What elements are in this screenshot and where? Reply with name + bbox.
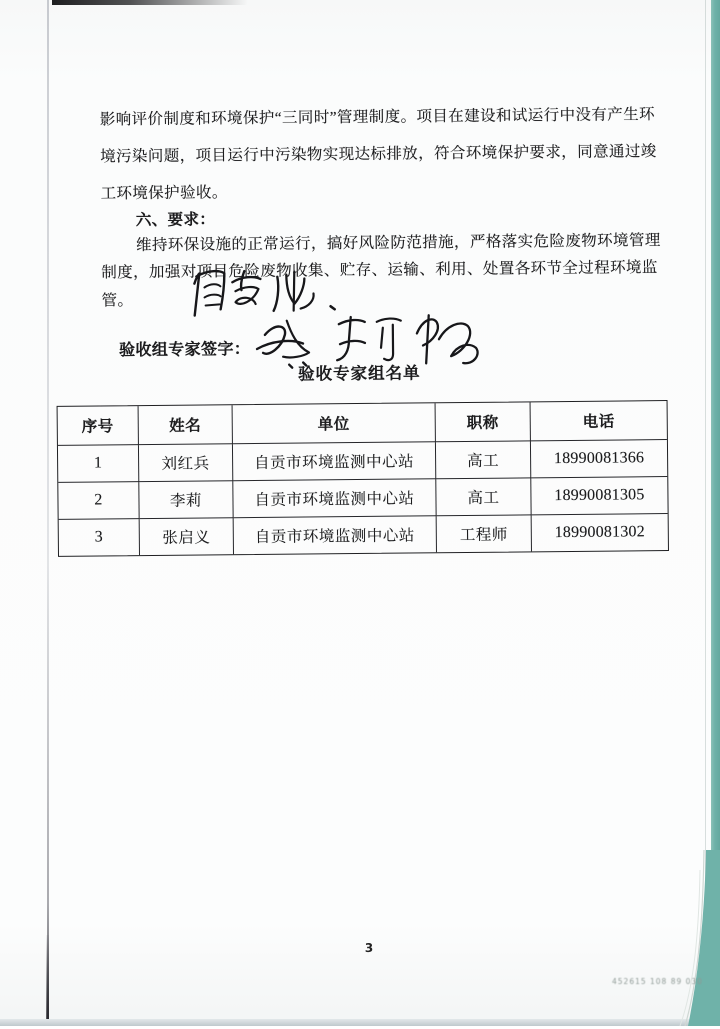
body-text-line: 工环境保护验收。	[100, 184, 228, 203]
page-number: 3	[364, 940, 374, 955]
section-heading: 六、要求：	[135, 211, 216, 230]
table-cell-unit: 自贡市环境监测中心站	[233, 479, 436, 518]
scanner-print-marks: 452615 108 89 030	[612, 977, 703, 986]
table-cell-name: 刘红兵	[139, 444, 233, 482]
experts-table	[57, 400, 669, 557]
table-cell-unit: 自贡市环境监测中心站	[233, 442, 436, 481]
table-cell-phone: 18990081366	[531, 440, 667, 478]
table-cell-no: 2	[58, 482, 139, 520]
table-cell-title: 高工	[436, 478, 531, 516]
table-cell-title: 高工	[436, 441, 531, 479]
table-title: 验收专家组名单	[297, 363, 421, 384]
signature-label: 验收组专家签字：	[118, 341, 251, 360]
col-header-title: 职称	[436, 402, 531, 442]
body-text-line: 境污染问题，项目运行中污染物实现达标排放，符合环境保护要求，同意通过竣	[100, 143, 657, 166]
table-cell-unit: 自贡市环境监测中心站	[234, 516, 437, 554]
col-header-unit: 单位	[233, 403, 436, 444]
table-cell-no: 3	[59, 519, 140, 556]
body-text-line: 制度，加强对项目危险废物收集、贮存、运输、利用、处置各环节全过程环境监	[101, 259, 658, 282]
col-header-phone: 电话	[531, 401, 667, 441]
body-text-line: 维持环保设施的正常运行，搞好风险防范措施，严格落实危险废物环境管理	[135, 232, 661, 255]
table-cell-phone: 18990081302	[554, 523, 645, 542]
table-cell-phone: 18990081305	[531, 477, 667, 515]
col-header-name: 姓名	[139, 405, 233, 445]
table-cell-name: 李莉	[139, 481, 233, 519]
col-header-no: 序号	[58, 406, 139, 446]
body-text-line: 影响评价制度和环境保护“三同时”管理制度。项目在建设和试运行中没有产生环	[99, 106, 656, 129]
table-cell-no: 1	[58, 445, 139, 483]
body-text-line: 管。	[101, 292, 134, 310]
table-cell-title: 工程师	[437, 515, 532, 552]
table-cell-name: 张启义	[140, 518, 234, 555]
